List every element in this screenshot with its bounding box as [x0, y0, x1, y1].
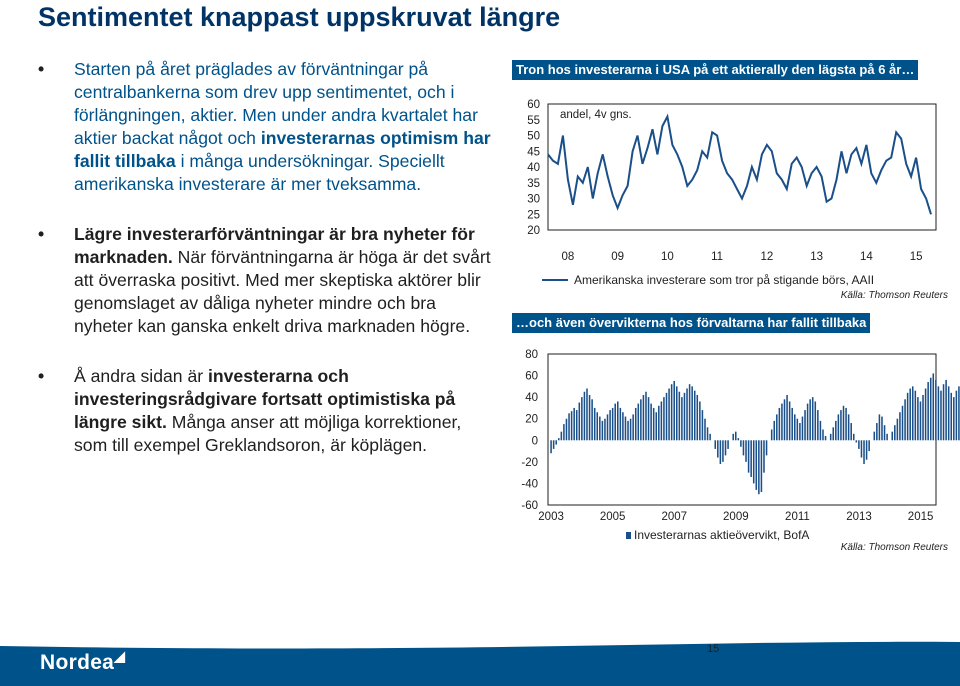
chart2-bar: [786, 395, 788, 440]
chart1-source: Källa: Thomson Reuters: [840, 290, 948, 301]
chart1-x-tick-label: 15: [909, 251, 923, 263]
chart2-bar: [874, 432, 876, 441]
chart2-bar: [558, 438, 560, 440]
chart2-x-tick-label: 2013: [846, 511, 872, 523]
chart2-bar: [779, 408, 781, 440]
chart2-bar: [679, 392, 681, 441]
chart2-bar: [653, 408, 655, 440]
chart2-bar: [561, 432, 563, 441]
chart2-bar: [943, 384, 945, 440]
bullet-list: [38, 58, 498, 484]
chart2-bar: [735, 432, 737, 441]
chart2-bar: [666, 393, 668, 440]
chart2-bar: [902, 406, 904, 441]
chart2-x-tick-label: 2007: [661, 511, 688, 523]
chart2-bar: [820, 421, 822, 440]
chart2-bar: [676, 386, 678, 440]
chart2-bar: [876, 423, 878, 440]
footer-wave-icon: [0, 634, 960, 686]
chart1-x-tick-label: 13: [810, 251, 824, 263]
chart2-bar: [761, 440, 763, 492]
chart2-bar: [915, 391, 917, 441]
chart2-bar: [607, 414, 609, 440]
chart2-x-tick-label: 2009: [723, 511, 749, 523]
chart2-bar: [699, 401, 701, 440]
bullet-text-bold: Lägre investerarförväntningar är bra nyheter för marknaden.: [74, 224, 475, 267]
chart2-bar: [681, 397, 683, 440]
chart2-bar: [825, 436, 827, 440]
chart2-bar: [884, 425, 886, 440]
chart2-bar: [555, 440, 557, 444]
bullet-text: [74, 59, 491, 194]
chart2-bar: [604, 419, 606, 441]
chart2-bar: [899, 412, 901, 440]
chart2-bar: [550, 440, 552, 453]
chart2-bofa-bar: [512, 342, 952, 562]
chart2-bar: [945, 380, 947, 440]
chart2-y-tick-label: 60: [525, 370, 538, 383]
bullet-text-run: Å andra sidan är: [74, 366, 208, 386]
chart2-bar: [776, 414, 778, 440]
page-number: 15: [707, 643, 720, 655]
chart2-x-tick-label: 2005: [599, 511, 626, 523]
chart2-bar: [714, 440, 716, 449]
chart2-legend-swatch: [626, 532, 631, 539]
chart2-bar: [720, 440, 722, 464]
chart2-bar: [689, 384, 691, 440]
chart1-title: Tron hos investerarna i USA på ett aktierally den lägsta på 6 år…: [512, 60, 918, 80]
chart2-bar: [566, 419, 568, 441]
chart2-bar: [650, 404, 652, 441]
chart2-bar: [630, 419, 632, 441]
bullet-item: [38, 58, 498, 196]
chart2-bar: [563, 424, 565, 440]
bullet-dot-icon: •: [38, 59, 45, 79]
chart1-series-line: [548, 117, 931, 215]
bullet-text-run: i många undersökningar. Speciellt amerikanska investerare är mer tveksamma.: [74, 151, 445, 194]
chart2-bar: [702, 410, 704, 440]
chart1-x-tick-label: 09: [611, 251, 625, 263]
chart2-bar: [832, 427, 834, 440]
chart2-bar: [686, 389, 688, 441]
chart2-bar: [627, 421, 629, 440]
chart1-y-tick-label: 45: [527, 146, 540, 159]
chart2-bar: [586, 389, 588, 441]
chart2-bar: [602, 421, 604, 440]
chart2-bar: [663, 397, 665, 440]
chart2-bar: [933, 373, 935, 440]
chart2-bar: [927, 382, 929, 440]
chart2-bar: [763, 440, 765, 472]
chart2-bar: [812, 397, 814, 440]
chart2-bar: [850, 423, 852, 440]
chart2-y-tick-label: -20: [521, 456, 538, 469]
chart1-y-tick-label: 55: [527, 114, 540, 127]
chart2-bar: [625, 417, 627, 441]
chart2-x-tick-label: 2003: [538, 511, 564, 523]
chart2-bar: [614, 404, 616, 441]
chart2-bar: [697, 395, 699, 440]
chart2-bar: [925, 389, 927, 441]
chart2-bar: [591, 399, 593, 440]
chart2-bar: [799, 423, 801, 440]
chart2-bar: [753, 440, 755, 483]
chart2-bar: [822, 430, 824, 441]
chart2-bar: [897, 419, 899, 441]
chart2-bar: [797, 419, 799, 441]
nordea-logo-sail-icon: ◢: [114, 648, 126, 664]
chart1-y-tick-label: 25: [527, 209, 540, 222]
chart2-bar: [658, 406, 660, 441]
bullet-text-run: Starten på året präglades av förväntningar på centralbankerna som drev upp sentimentet, och i förlängningen, aktier. Men under andra kvartalet har aktier backat något och: [74, 59, 478, 148]
chart2-bar: [725, 440, 727, 455]
chart2-bar: [694, 391, 696, 441]
chart2-bar: [935, 380, 937, 440]
chart1-x-tick-label: 08: [561, 251, 575, 263]
bullet-item: [38, 365, 498, 457]
chart2-bar: [940, 391, 942, 441]
chart2-bar: [920, 401, 922, 440]
chart2-bar: [704, 419, 706, 441]
chart2-bar: [904, 399, 906, 440]
chart2-bar: [571, 411, 573, 440]
chart2-bar: [868, 440, 870, 451]
chart2-bar: [748, 440, 750, 472]
chart2-bar: [853, 434, 855, 440]
chart2-bar: [917, 397, 919, 440]
chart2-bar: [807, 404, 809, 441]
chart1-y-tick-label: 30: [527, 193, 540, 206]
chart2-bar: [802, 417, 804, 441]
bullet-text-bold: investerarnas optimism har fallit tillbaka: [74, 128, 491, 171]
chart2-bar: [671, 384, 673, 440]
chart2-bar: [950, 393, 952, 440]
chart2-bar: [815, 401, 817, 440]
chart2-bar: [912, 386, 914, 440]
chart2-bar: [789, 401, 791, 440]
chart2-plot-frame: [548, 354, 936, 505]
chart2-bar: [809, 399, 811, 440]
chart2-bar: [589, 395, 591, 440]
chart2-bar: [894, 425, 896, 440]
chart2-bar: [845, 408, 847, 440]
chart1-y-tick-label: 40: [527, 162, 540, 174]
chart2-bar: [648, 397, 650, 440]
chart2-y-tick-label: 80: [525, 349, 538, 361]
chart2-bar: [794, 414, 796, 440]
chart2-bar: [691, 386, 693, 440]
chart2-bar: [866, 440, 868, 459]
chart2-y-tick-label: 20: [525, 413, 538, 426]
chart2-bar: [645, 392, 647, 441]
chart2-bar: [938, 386, 940, 440]
chart1-x-tick-label: 14: [859, 251, 873, 263]
chart2-bar: [891, 432, 893, 441]
chart2-bar: [673, 381, 675, 440]
chart2-bar: [709, 434, 711, 440]
chart2-bar: [835, 421, 837, 440]
chart2-bar: [553, 440, 555, 449]
chart2-title: …och även övervikterna hos förvaltarna har fallit tillbaka: [512, 313, 870, 333]
chart2-bar: [838, 414, 840, 440]
chart2-bar: [791, 408, 793, 440]
chart2-bar: [766, 440, 768, 455]
chart2-bar: [956, 391, 958, 441]
chart2-bar: [609, 410, 611, 440]
chart2-bar: [909, 389, 911, 441]
chart2-bar: [568, 413, 570, 440]
chart2-bar: [756, 440, 758, 490]
bullet-text-run: När förväntningarna är höga är det svårt att överraska positivt. Med mer skeptiska aktörer blir genomslaget av dåliga nyheter mindre och bra nyheter kan ganska enkelt driva marknaden högre.: [74, 247, 491, 336]
chart2-y-tick-label: -40: [521, 478, 538, 491]
chart2-bar: [930, 378, 932, 441]
chart2-bar: [856, 440, 858, 442]
chart2-bar: [843, 406, 845, 441]
chart2-bar: [958, 386, 960, 440]
chart2-bar: [596, 412, 598, 440]
bullet-text-bold: investerarna och investeringsrådgivare fortsatt optimistiska på längre sikt.: [74, 366, 456, 432]
chart2-bar: [732, 434, 734, 440]
bullet-dot-icon: •: [38, 366, 45, 386]
chart1-y-tick-label: 60: [527, 99, 540, 111]
chart2-bar: [784, 399, 786, 440]
chart2-bar: [612, 408, 614, 440]
chart1-x-tick-label: 10: [660, 251, 674, 263]
chart2-bar: [948, 386, 950, 440]
chart1-x-tick-label: 11: [711, 251, 724, 263]
bullet-text-run: Många anser att möjliga korrektioner, som till exempel Greklandsoron, är köplägen.: [74, 412, 462, 455]
chart2-bar: [771, 430, 773, 441]
chart2-bar: [661, 401, 663, 440]
chart2-y-tick-label: -60: [521, 500, 538, 512]
chart2-bar: [668, 389, 670, 441]
bullet-text: [74, 366, 461, 455]
chart2-bar: [655, 412, 657, 440]
chart2-legend-label: Investerarnas aktieövervikt, BofA: [634, 528, 810, 542]
chart2-bar: [907, 393, 909, 440]
chart2-bar: [840, 410, 842, 440]
chart2-x-tick-label: 2011: [785, 511, 810, 523]
footer-band: [0, 634, 960, 686]
chart2-bar: [599, 417, 601, 441]
chart2-bar: [620, 408, 622, 440]
chart2-source: Källa: Thomson Reuters: [840, 542, 948, 553]
chart2-bar: [640, 399, 642, 440]
chart2-bar: [617, 401, 619, 440]
chart2-bar: [743, 440, 745, 455]
chart1-annotation: andel, 4v gns.: [560, 109, 632, 121]
chart1-aaii-line: [512, 92, 952, 322]
chart2-bar: [632, 414, 634, 440]
chart2-bar: [738, 438, 740, 440]
chart2-y-tick-label: 40: [525, 392, 538, 405]
chart2-bar: [781, 404, 783, 441]
bullet-text: [74, 224, 491, 336]
chart1-y-tick-label: 50: [527, 130, 540, 143]
nordea-logo-text: Nordea: [40, 651, 115, 674]
chart2-bar: [745, 440, 747, 462]
chart2-bar: [643, 395, 645, 440]
chart2-bar: [622, 412, 624, 440]
nordea-logo: [40, 648, 125, 675]
chart2-bar: [922, 395, 924, 440]
chart2-bar: [635, 408, 637, 440]
chart2-bar: [879, 414, 881, 440]
chart2-bar: [576, 410, 578, 440]
chart2-bar: [848, 414, 850, 440]
chart2-bar: [717, 440, 719, 457]
chart2-bar: [740, 440, 742, 446]
chart2-bar: [584, 392, 586, 441]
chart2-bar: [863, 440, 865, 464]
chart1-y-tick-label: 20: [527, 225, 540, 237]
chart2-bar: [722, 440, 724, 462]
chart2-bar: [581, 397, 583, 440]
chart2-bar: [727, 440, 729, 449]
chart2-bar: [579, 403, 581, 441]
slide-title: Sentimentet knappast uppskruvat längre: [38, 2, 561, 32]
chart1-legend-label: Amerikanska investerare som tror på stigande börs, AAII: [574, 273, 875, 287]
chart2-bar: [886, 434, 888, 440]
chart2-bar: [773, 421, 775, 440]
chart2-x-tick-label: 2015: [907, 511, 934, 523]
chart2-bar: [817, 410, 819, 440]
chart2-bar: [830, 434, 832, 440]
bullet-dot-icon: •: [38, 224, 45, 244]
chart1-y-tick-label: 35: [527, 177, 540, 190]
chart2-y-tick-label: 0: [531, 435, 538, 448]
chart2-bar: [750, 440, 752, 477]
chart2-bar: [638, 404, 640, 441]
chart2-bar: [573, 408, 575, 440]
chart1-x-tick-label: 12: [760, 251, 774, 263]
bullet-item: [38, 223, 498, 338]
chart2-bar: [684, 393, 686, 440]
chart2-bar: [881, 417, 883, 441]
chart2-bar: [953, 397, 955, 440]
chart2-bar: [804, 410, 806, 440]
chart2-bar: [758, 440, 760, 494]
chart2-bar: [707, 427, 709, 440]
chart2-bar: [594, 408, 596, 440]
chart2-bar: [858, 440, 860, 449]
chart2-bar: [861, 440, 863, 457]
